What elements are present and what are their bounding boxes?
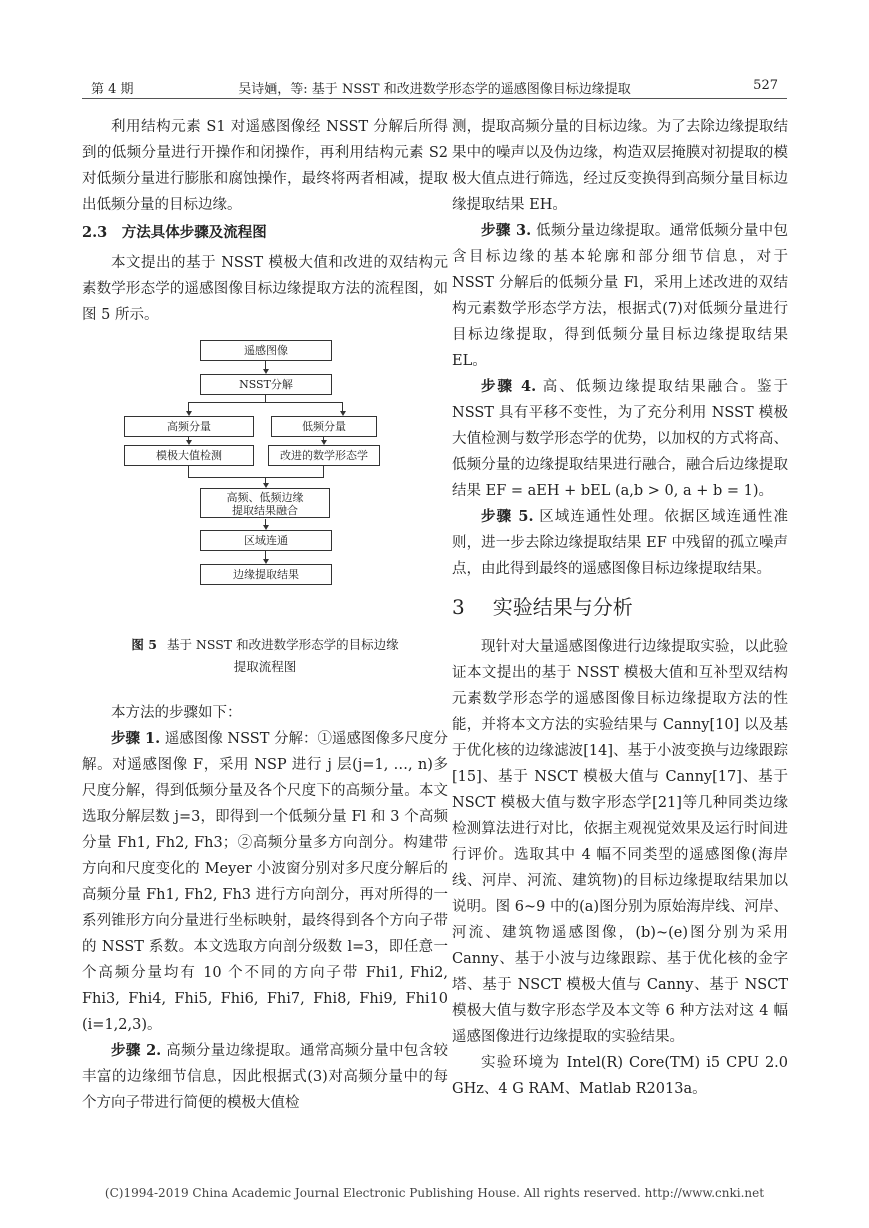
step-label: 步骤 4. [481, 378, 537, 395]
issue-number: 第 4 期 [91, 82, 134, 97]
step-4 [452, 374, 788, 504]
flow-node-result: 边缘提取结果 [200, 564, 332, 585]
paragraph: 利用结构元素 S1 对遥感图像经 NSST 分解后所得到的低频分量进行开操作和闭操作，再利用结构元素 S2 对低频分量进行膨胀和腐蚀操作，最终将两者相减，提取出低频分量的目标边缘。 [82, 119, 448, 213]
page-number: 527 [753, 78, 778, 93]
step-label: 步骤 2. [111, 1042, 162, 1059]
flow-connector [188, 477, 324, 478]
step-text: 区域连通性处理。依据区域连通性准则，进一步去除边缘提取结果 EF 中残留的孤立噪声点，由此得到最终的遥感图像目标边缘提取结果。 [452, 509, 789, 577]
paragraph: 实验环境为 Intel(R) Core(TM) i5 CPU 2.0 GHz、4 G RAM、Matlab R2013a。 [452, 1055, 788, 1097]
paragraph: 本文提出的基于 NSST 模极大值和改进的双结构元素数学形态学的遥感图像目标边缘提取方法的流程图，如图 5 所示。 [82, 255, 448, 323]
flow-connector [265, 360, 266, 369]
flow-connector [265, 394, 266, 402]
flow-node-morphology: 改进的数学形态学 [268, 445, 380, 466]
flow-node-fusion [200, 488, 330, 518]
section-title: 实验结果与分析 [492, 595, 633, 619]
step-label: 步骤 1. [111, 730, 161, 747]
step-label: 步骤 5. [481, 508, 534, 525]
paragraph: 本方法的步骤如下： [111, 705, 242, 721]
paragraph: 现针对大量遥感图像进行边缘提取实验，以此验证本文提出的基于 NSST 模极大值和互补型双结构元素数学形态学的遥感图像目标边缘提取方法的性能，并将本文方法的实验结果与 Canny[10] 以及基于优化核的边缘滤波[14]、基于小波变换与边缘跟踪[15]、基于 NSCT 模极大值与 Canny[17]、基于 NSCT 模极大值与数字形态学[21]等几种同类边缘检测算法进行对比，依据主观视觉效果及运行时间进行评价。选取其中 4 幅不同类型的遥感图像(海岸线、河岸、河流、建筑物)的目标边缘提取结果加以说明。图 6~9 中的(a)图分别为原始海岸线、河岸、河流、建筑物遥感图像，(b)~(e)图分别为采用 Canny、基于小波与边缘跟踪、基于优化核的金字塔、基于 NSCT 模极大值与 Canny、基于 NSCT 模极大值与数字形态学及本文等 6 种方法对这 4 幅遥感图像进行边缘提取的实验结果。 [452, 639, 788, 1045]
flow-node-fusion-line1: 高频、低频边缘 [226, 491, 304, 504]
step-text: 高、低频边缘提取结果融合。鉴于 NSST 具有平移不变性，为了充分利用 NSST 模极大值检测与数学形态学的优势，以加权的方式将高、低频分量的边缘提取结果进行融合，融合后边缘提取结果 EF = aEH + bEL (a,b > 0, a + b = 1)。 [452, 379, 789, 499]
step-5 [452, 504, 788, 582]
flow-node-low-frequency: 低频分量 [271, 416, 377, 437]
paragraph: 测，提取高频分量的目标边缘。为了去除边缘提取结果中的噪声以及伪边缘，构造双层掩膜对初提取的模极大值点进行筛选，经过反变换得到高频分量目标边缘提取结果 EH。 [452, 119, 788, 213]
step-3 [452, 218, 788, 374]
flow-node-modulus-maxima: 模极大值检测 [124, 445, 254, 466]
copyright-footer: (C)1994-2019 China Academic Journal Electronic Publishing House. All rights reserved. http://www.cnki.net [104, 1186, 765, 1200]
step-text: 遥感图像 NSST 分解：①遥感图像多尺度分解。对遥感图像 F，采用 NSP 进行 j 层(j=1, …, n)多尺度分解，得到低频分量及各个尺度下的高频分量。本文选取分解层数 j=3，即得到一个低频分量 Fl 和 3 个高频分量 Fh1, Fh2, Fh3；②高频分量多方向剖分。构建带方向和尺度变化的 Meyer 小波窗分别对多尺度分解后的高频分量 Fh1, Fh2, Fh3 进行方向剖分，再对所得的一系列锥形方向分量进行坐标映射，最终得到各个方向子带的 NSST 系数。本文选取方向剖分级数 l=3，即任意一个高频分量均有 10 个不同的方向子带 Fhi1, Fhi2, Fhi3, Fhi4, Fhi5, Fhi6, Fhi7, Fhi8, Fhi9, Fhi10 (i=1,2,3)。 [82, 731, 449, 1033]
section-number: 3 [452, 595, 465, 619]
left-column [82, 114, 448, 1116]
flow-node-input: 遥感图像 [200, 340, 332, 361]
caption-line: 提取流程图 [233, 659, 297, 674]
flow-node-fusion-line2: 提取结果融合 [232, 504, 298, 517]
step-label: 步骤 3. [481, 222, 532, 239]
flow-connector [188, 402, 343, 403]
section-heading-3 [452, 592, 788, 622]
step-text: 高频分量边缘提取。通常高频分量中包含较丰富的边缘细节信息，因此根据式(3)对高频分量中的每个方向子带进行简便的模极大值检 [82, 1043, 449, 1111]
flow-node-region-connectivity: 区域连通 [200, 530, 332, 551]
flowchart-figure-5 [82, 340, 448, 620]
flow-node-high-frequency: 高频分量 [124, 416, 254, 437]
step-1 [82, 726, 448, 1038]
header-rule [82, 98, 787, 99]
caption-line: 基于 NSST 和改进数学形态学的目标边缘 [166, 637, 399, 652]
section-heading-2-3: 2.3 方法具体步骤及流程图 [82, 224, 267, 241]
figure-caption [82, 634, 448, 678]
figure-label: 图 5 [131, 637, 157, 652]
flow-connector [323, 465, 324, 477]
right-column [452, 114, 788, 1102]
step-2 [82, 1038, 448, 1116]
running-title: 吴诗婳，等: 基于 NSST 和改进数学形态学的遥感图像目标边缘提取 [238, 82, 631, 97]
flow-node-nsst: NSST分解 [200, 374, 332, 395]
flow-connector [188, 465, 189, 477]
step-text: 低频分量边缘提取。通常低频分量中包含目标边缘的基本轮廓和部分细节信息，对于 NSST 分解后的低频分量 Fl，采用上述改进的双结构元素数学形态学方法，根据式(7)对低频分量进行目标边缘提取，得到低频分量目标边缘提取结果 EL。 [452, 223, 789, 369]
flow-connector [265, 550, 266, 559]
